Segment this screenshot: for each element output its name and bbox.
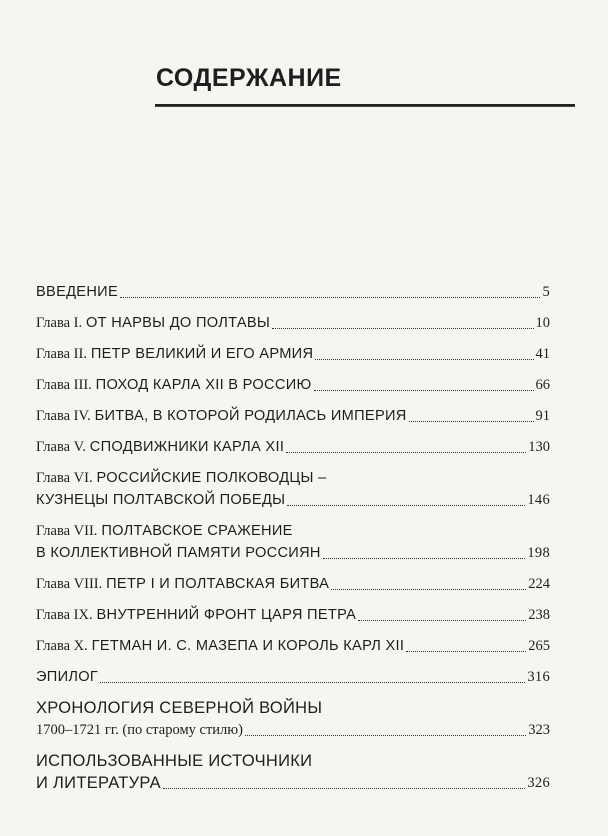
chapter-label: Глава VIII. [36, 576, 103, 592]
leader-dots [406, 651, 526, 652]
chapter-label: Глава III. [36, 377, 92, 393]
toc-entry-title: ЭПИЛОГ [36, 669, 99, 685]
chapter-label: Глава X. [36, 638, 88, 654]
toc-page-number: 5 [542, 284, 550, 300]
leader-dots [331, 589, 526, 590]
toc-page-number: 265 [528, 638, 550, 654]
toc-entry-sources[interactable] [36, 750, 550, 794]
toc-entry-title-line2: КУЗНЕЦЫ ПОЛТАВСКОЙ ПОБЕДЫ [36, 492, 286, 508]
toc-entry-chapter-9[interactable] [36, 604, 550, 626]
leader-dots [358, 620, 526, 621]
toc-entry-chapter-10[interactable] [36, 635, 550, 657]
toc-entry-title: ВВЕДЕНИЕ [36, 284, 118, 300]
toc-entry-introduction[interactable] [36, 281, 550, 303]
toc-entry-title: СПОДВИЖНИКИ КАРЛА XII [89, 439, 285, 455]
chapter-label: Глава V. [36, 439, 86, 455]
leader-dots [287, 505, 525, 506]
leader-dots [409, 421, 534, 422]
leader-dots [100, 682, 525, 683]
toc-entry-title-line1: ХРОНОЛОГИЯ СЕВЕРНОЙ ВОЙНЫ [36, 699, 323, 717]
leader-dots [272, 328, 533, 329]
toc-entry-title: ПЕТР I И ПОЛТАВСКАЯ БИТВА [106, 576, 330, 592]
toc-entry-title: ОТ НАРВЫ ДО ПОЛТАВЫ [86, 315, 271, 331]
toc-entry-chronology[interactable] [36, 697, 550, 741]
toc-page-number: 323 [528, 722, 550, 738]
leader-dots [315, 359, 533, 360]
toc-entry-chapter-8[interactable] [36, 573, 550, 595]
toc-entry-title: ПОХОД КАРЛА XII В РОССИЮ [95, 377, 312, 393]
page-title: СОДЕРЖАНИЕ [156, 64, 342, 92]
toc-page-number: 91 [535, 408, 550, 424]
toc-entry-chapter-2[interactable] [36, 343, 550, 365]
chapter-label: Глава VI. [36, 470, 93, 486]
toc-entry-chapter-1[interactable] [36, 312, 550, 334]
toc-page-number: 224 [528, 576, 550, 592]
table-of-contents [36, 281, 550, 794]
toc-entry-title-line2: В КОЛЛЕКТИВНОЙ ПАМЯТИ РОССИЯН [36, 545, 321, 561]
toc-entry-title-line1: РОССИЙСКИЕ ПОЛКОВОДЦЫ – [96, 470, 327, 486]
toc-page-number: 198 [527, 545, 550, 561]
toc-entry-epilogue[interactable] [36, 666, 550, 688]
toc-page-number: 316 [527, 669, 550, 685]
chapter-label: Глава VII. [36, 523, 98, 539]
leader-dots [286, 452, 526, 453]
toc-entry-title-line1: ПОЛТАВСКОЕ СРАЖЕНИЕ [101, 523, 293, 539]
toc-page-number: 130 [528, 439, 550, 455]
chapter-label: Глава IX. [36, 607, 93, 623]
toc-entry-chapter-4[interactable] [36, 405, 550, 427]
leader-dots [163, 788, 525, 789]
leader-dots [323, 558, 526, 559]
chapter-label: Глава IV. [36, 408, 91, 424]
toc-page-number: 326 [527, 775, 550, 791]
toc-page-number: 66 [535, 377, 550, 393]
toc-entry-title: БИТВА, В КОТОРОЙ РОДИЛАСЬ ИМПЕРИЯ [94, 408, 407, 424]
toc-page-number: 146 [527, 492, 550, 508]
leader-dots [245, 735, 526, 736]
toc-entry-title-line2: 1700–1721 гг. (по старому стилю) [36, 722, 243, 738]
toc-entry-chapter-6[interactable] [36, 467, 550, 511]
leader-dots [314, 390, 534, 391]
toc-page-number: 41 [535, 346, 550, 362]
toc-entry-chapter-3[interactable] [36, 374, 550, 396]
toc-entry-title: ПЕТР ВЕЛИКИЙ И ЕГО АРМИЯ [90, 346, 314, 362]
chapter-label: Глава I. [36, 315, 83, 331]
toc-page-number: 10 [535, 315, 550, 331]
leader-dots [120, 297, 540, 298]
toc-entry-title-line1: ИСПОЛЬЗОВАННЫЕ ИСТОЧНИКИ [36, 752, 313, 770]
toc-page-number: 238 [528, 607, 550, 623]
toc-entry-title: ГЕТМАН И. С. МАЗЕПА И КОРОЛЬ КАРЛ XII [91, 638, 405, 654]
toc-entry-chapter-5[interactable] [36, 436, 550, 458]
toc-entry-title: ВНУТРЕННИЙ ФРОНТ ЦАРЯ ПЕТРА [96, 607, 357, 623]
toc-entry-title-line2: И ЛИТЕРАТУРА [36, 774, 161, 792]
toc-entry-chapter-7[interactable] [36, 520, 550, 564]
title-rule [155, 104, 575, 106]
chapter-label: Глава II. [36, 346, 87, 362]
